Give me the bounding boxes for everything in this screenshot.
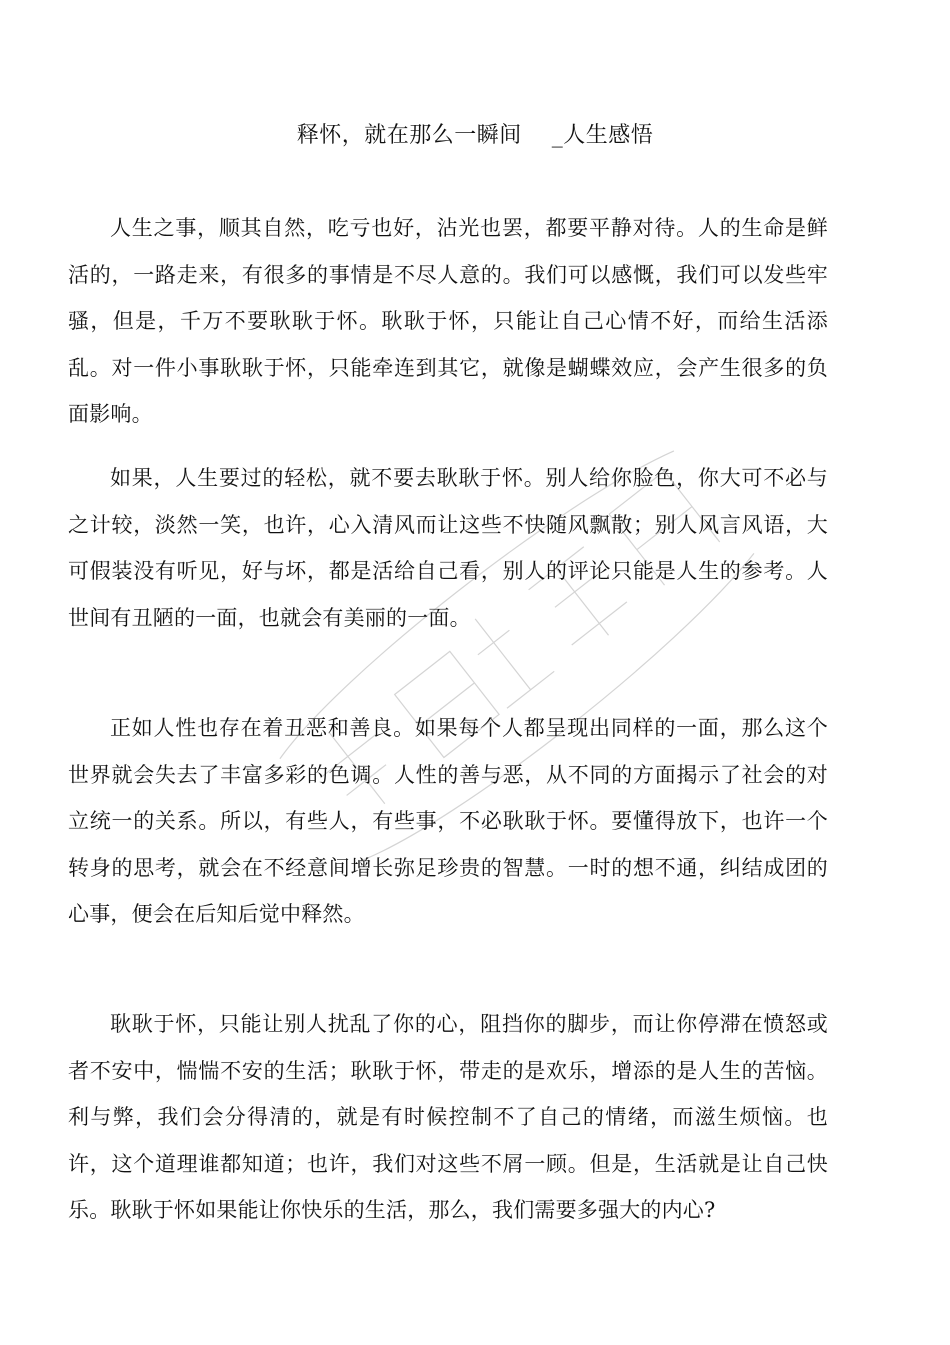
paragraph: 耿耿于怀，只能让别人扰乱了你的心，阻挡你的脚步，而让你停滞在愤怒或者不安中，惴惴不安的生活；耿耿于怀，带走的是欢乐，增添的是人生的苦恼。利与弊，我们会分得清的，就是有时候控制不了自己的情绪，而滋生烦恼。也许，这个道理谁都知道；也许，我们对这些不屑一顾。但是，生活就是让自己快乐。耿耿于怀如果能让你快乐的生活，那么，我们需要多强大的内心? [68,1012,828,1222]
paragraph: 人生之事，顺其自然，吃亏也好，沾光也罢，都要平静对待。人的生命是鲜活的，一路走来，有很多的事情是不尽人意的。我们可以感慨，我们可以发些牢骚，但是，千万不要耿耿于怀。耿耿于怀，只能让自己心情不好，而给生活添乱。对一件小事耿耿于怀，只能牵连到其它，就像是蝴蝶效应，会产生很多的负面影响。 [68,216,828,426]
title-suffix: _人生感悟 [551,123,654,148]
paragraph: 如果，人生要过的轻松，就不要去耿耿于怀。别人给你脸色，你大可不必与之计较，淡然一笑，也许，心入清风而让这些不快随风飘散；别人风言风语，大可假装没有听见，好与坏，都是活给自己看，别人的评论只能是人生的参考。人世间有丑陋的一面，也就会有美丽的一面。 [68,466,828,630]
paragraph: 正如人性也存在着丑恶和善良。如果每个人都呈现出同样的一面，那么这个世界就会失去了丰富多彩的色调。人性的善与恶，从不同的方面揭示了社会的对立统一的关系。所以，有些人，有些事，不必耿耿于怀。要懂得放下，也许一个转身的思考，就会在不经意间增长弥足珍贵的智慧。一时的想不通，纠结成团的心事，便会在后知后觉中释然。 [68,716,828,926]
document-title [0,120,950,152]
title-main: 释怀，就在那么一瞬间 [296,123,522,148]
